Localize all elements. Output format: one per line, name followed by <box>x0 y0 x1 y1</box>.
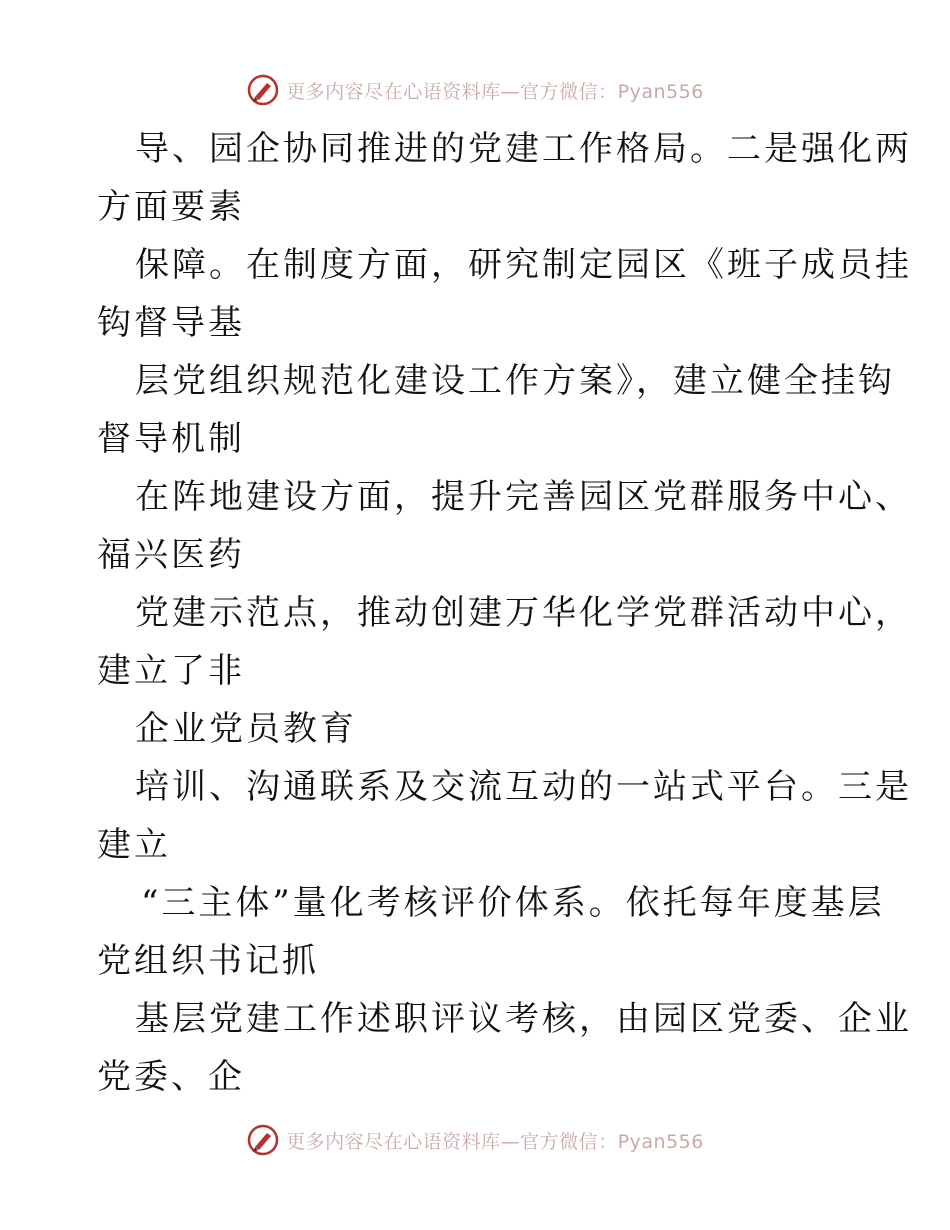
text-line: 方面要素 <box>97 187 245 227</box>
text-line: 基层党建工作述职评议考核，由园区党委、企业 <box>135 999 912 1039</box>
watermark-banner-top <box>0 70 950 110</box>
text-line: 福兴医药 <box>97 535 245 575</box>
pen-circle-logo-icon <box>246 1123 280 1157</box>
text-line: “三主体”量化考核评价体系。依托每年度基层 <box>141 883 885 923</box>
pen-circle-logo-icon <box>246 73 280 107</box>
text-line: 督导机制 <box>97 419 245 459</box>
text-line: 党委、企 <box>97 1057 245 1097</box>
text-line: 党组织书记抓 <box>97 941 319 981</box>
text-line: 企业党员教育 <box>135 709 357 749</box>
watermark-banner-bottom <box>0 1120 950 1160</box>
text-line: 保障。在制度方面，研究制定园区《班子成员挂 <box>135 245 912 285</box>
text-line: 在阵地建设方面，提升完善园区党群服务中心、 <box>135 477 912 517</box>
document-body <box>97 120 912 1106</box>
text-line: 建立 <box>97 825 171 865</box>
text-line: 党建示范点，推动创建万华化学党群活动中心， <box>135 593 912 633</box>
text-line: 层党组织规范化建设工作方案》，建立健全挂钩 <box>135 361 895 401</box>
watermark-text: 更多内容尽在心语资料库—官方微信：Pyan556 <box>286 1130 704 1153</box>
text-line: 导、园企协同推进的党建工作格局。二是强化两 <box>135 129 912 169</box>
text-line: 钩督导基 <box>97 303 245 343</box>
text-line: 培训、沟通联系及交流互动的一站式平台。三是 <box>135 767 912 807</box>
watermark-text: 更多内容尽在心语资料库—官方微信：Pyan556 <box>286 80 704 103</box>
text-line: 建立了非 <box>97 651 245 691</box>
